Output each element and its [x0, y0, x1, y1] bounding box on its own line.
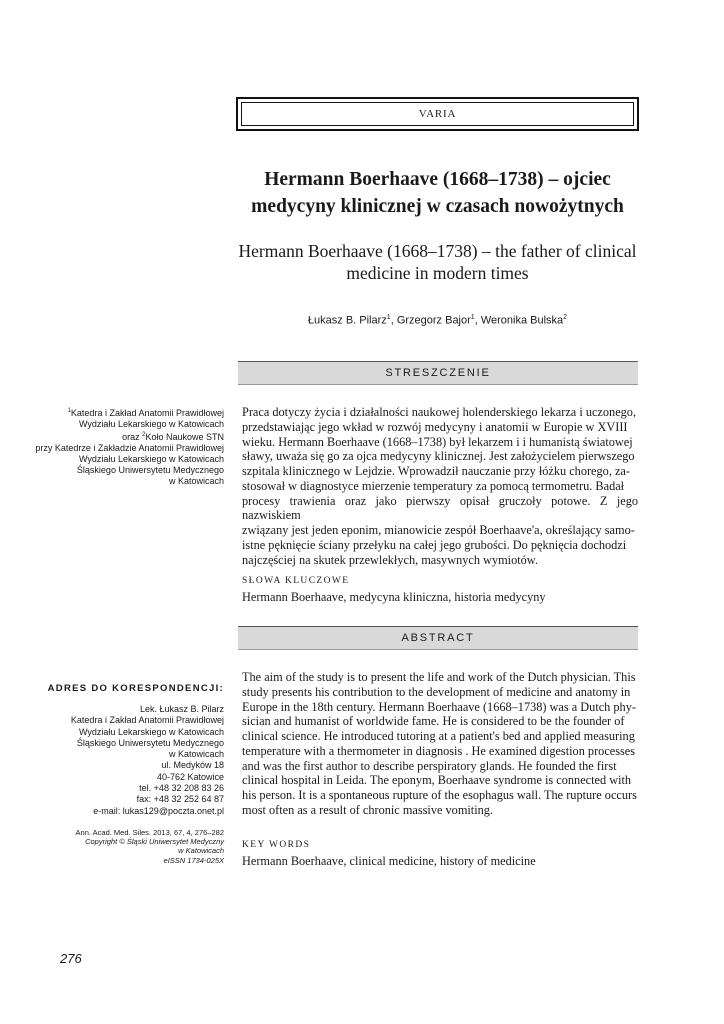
text-line: najczęściej na skutek przewlekłych, masywnych wymiotów. — [242, 552, 538, 567]
abstract-body — [242, 670, 638, 818]
copyright-line: w Katowicach — [178, 846, 224, 856]
abstract-heading: ABSTRACT — [238, 626, 638, 650]
title-english — [236, 240, 639, 284]
text-line: most often as a result of chronic massive vomiting. — [242, 802, 494, 817]
text-line: study presents his contribution to the development of medicine and anatomy in — [242, 684, 631, 699]
journal-citation: Ann. Acad. Med. Siles. 2013, 67, 4, 276–282 — [75, 828, 224, 837]
copyright-line: Copyright © Śląski Uniwersytet Medyczny — [85, 837, 224, 847]
keywords-label-pl: SŁOWA KLUCZOWE — [242, 576, 350, 586]
address-line: Śląskiego Uniwersytetu Medycznego — [76, 737, 224, 748]
author-affiliation-mark: 2 — [563, 314, 568, 321]
text-line: his person. It is a spontaneous rupture of the esophagus wall. The rupture occurs — [242, 788, 637, 802]
text-line: procesy trawienia oraz jako pierwszy opisał gruczoły potowe. Z jego nazwiskiem — [242, 493, 638, 523]
author-affiliation-mark: 1 — [386, 314, 391, 321]
author-affiliation-mark: 1 — [470, 314, 475, 321]
affiliation-line: Wydziału Lekarskiego w Katowicach — [79, 419, 224, 429]
address-line: 40-762 Katowice — [156, 771, 224, 782]
issn: eISSN 1734-025X — [163, 855, 224, 865]
title-polish — [236, 166, 639, 220]
title-polish-line: Hermann Boerhaave (1668–1738) – ojciec — [264, 169, 611, 190]
affiliation-line: $^1$Katedra i Zakład Anatomii Prawidłowej — [67, 408, 224, 418]
citation-block — [20, 828, 224, 865]
affiliation-line: Wydziału Lekarskiego w Katowicach — [79, 454, 224, 464]
text-line: The aim of the study is to present the life and work of the Dutch physician. This — [242, 670, 636, 684]
affiliations — [20, 406, 224, 487]
author-list: Łukasz B. Pilarz$^1$, Grzegorz Bajor$^1$, Weronika Bulska$^2$ — [307, 314, 568, 327]
affiliation-line: oraz $^2$Koło Naukowe STN — [122, 432, 224, 442]
address-line: w Katowicach — [168, 749, 224, 760]
title-english-line: Hermann Boerhaave (1668–1738) – the father of clinical — [238, 241, 637, 261]
streszczenie-heading: STRESZCZENIE — [238, 361, 638, 385]
keywords-pl: Hermann Boerhaave, medycyna kliniczna, historia medycyny — [242, 590, 546, 604]
text-line: clinical science. He introduced tutoring at a patient's bed and applied measuring — [242, 729, 635, 743]
text-line: and was the first author to describe perspiratory glands. He founded the first — [242, 758, 617, 773]
page-number: 276 — [60, 951, 82, 966]
text-line: szpitala klinicznego w Lejdzie. Wprowadził nauczanie przy łóżku chorego, za- — [242, 464, 630, 478]
section-label-box — [236, 97, 639, 131]
author-name: Łukasz B. Pilarz — [307, 314, 387, 327]
affiliation-line: przy Katedrze i Zakładzie Anatomii Prawidłowej — [35, 443, 224, 453]
address-line: fax: +48 32 252 64 87 — [136, 794, 224, 805]
affiliation-line: Śląskiego Uniwersytetu Medycznego — [76, 465, 224, 475]
correspondence-address — [20, 704, 224, 817]
text-line: clinical hospital in Leida. The eponym, Boerhaave syndrome is connected with — [242, 773, 632, 788]
affiliation-line: w Katowicach — [168, 476, 224, 486]
text-line: przedstawiając jego wkład w rozwój medycyny i anatomii w Europie w XVIII — [242, 419, 628, 434]
address-line: Wydziału Lekarskiego w Katowicach — [79, 726, 224, 737]
address-line: tel. +48 32 208 83 26 — [139, 783, 224, 794]
title-polish-line: medycyny klinicznej w czasach nowożytnych — [251, 196, 624, 217]
keywords-en: Hermann Boerhaave, clinical medicine, history of medicine — [242, 854, 536, 868]
text-line: Praca dotyczy życia i działalności naukowej holenderskiego lekarza i uczonego, — [242, 405, 637, 419]
section-label: VARIA — [241, 102, 634, 126]
address-line: Lek. Łukasz B. Pilarz — [139, 704, 224, 714]
text-line: istne pęknięcie ściany przełyku na całej jego grubości. Do pęknięcia dochodzi — [242, 537, 627, 552]
text-line: Europe in the 18th century. Hermann Boerhaave (1668–1738) was a Dutch phy- — [242, 699, 636, 714]
email-line: e-mail: lukas129@poczta.onet.pl — [93, 805, 224, 816]
text-line: wieku. Hermann Boerhaave (1668–1738) był lekarzem i i humanistą światowej — [242, 434, 633, 449]
correspondence-label: ADRES DO KORESPONDENCJI: — [47, 683, 224, 694]
keywords-label-en: KEY WORDS — [242, 840, 311, 850]
title-english-line: medicine in modern times — [346, 263, 529, 283]
text-line: stosował w diagnostyce mierzenie temperatury za pomocą termometru. Badał — [242, 478, 625, 493]
text-line: temperature with a thermometer in diagnosis . He examined digestion processes — [242, 743, 636, 758]
text-line: związany jest jeden eponim, mianowicie zespół Boerhaave'a, określający samo- — [242, 523, 635, 537]
address-line: ul. Medyków 18 — [161, 760, 224, 771]
text-line: sician and humanist of worldwide fame. He is considered to be the founder of — [242, 714, 625, 729]
streszczenie-body — [242, 405, 638, 567]
author-name: Grzegorz Bajor — [396, 314, 471, 327]
text-line: sławy, uważa się go za ojca medycyny klinicznej. Jest założycielem pierwszego — [242, 449, 635, 464]
address-line: Katedra i Zakład Anatomii Prawidłowej — [70, 715, 224, 726]
author-name: Weronika Bulska — [480, 314, 564, 327]
